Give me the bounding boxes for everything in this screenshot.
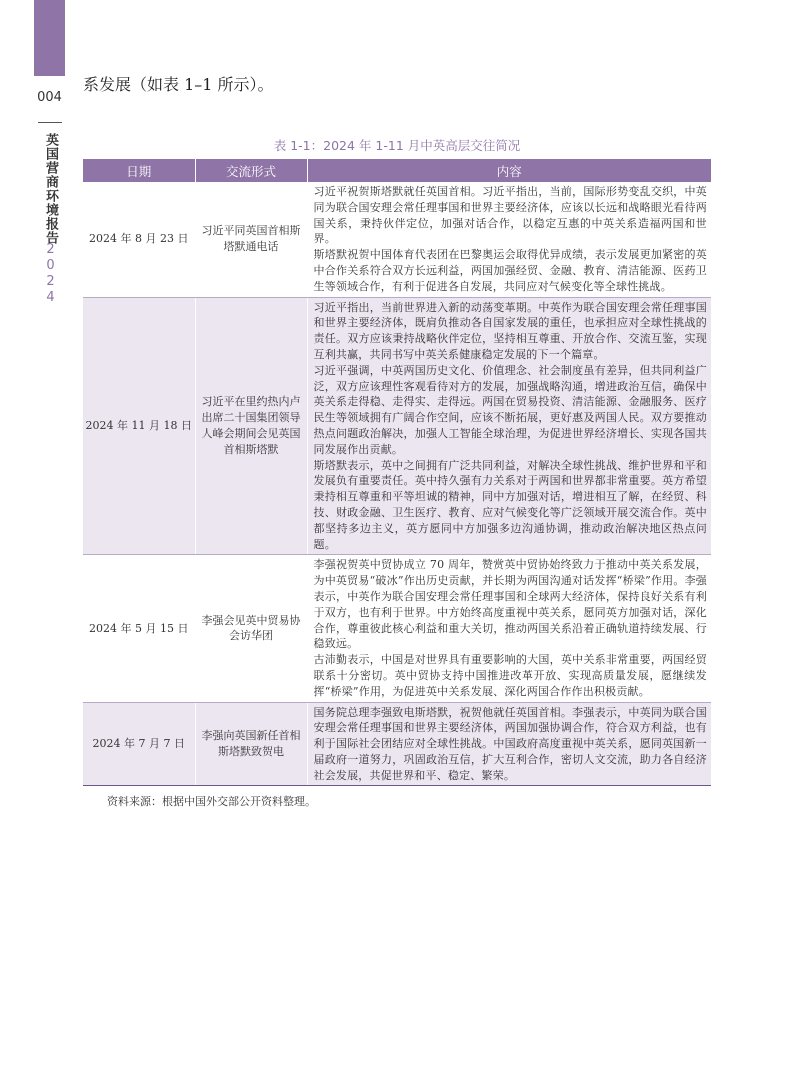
side-divider [38, 122, 62, 123]
chapter-tab [34, 0, 65, 76]
row-form: 习近平在里约热内卢出席二十国集团领导人峰会期间会见英国首相斯塔默 [195, 297, 307, 555]
table-row [83, 702, 711, 786]
row-content [307, 702, 711, 786]
row-date: 2024 年 11 月 18 日 [83, 297, 195, 555]
header-form: 交流形式 [195, 159, 307, 182]
content-paragraph: 习近平指出，当前世界进入新的动荡变革期。中英作为联合国安理会常任理事国和世界主要经济体，既肩负推动各自国家发展的重任，也承担应对全球性挑战的责任。双方应该秉持战略伙伴定位，坚持相互尊重、开放合作、交流互鉴，实现互利共赢，共同书写中英关系健康稳定发展的下一个篇章。 [313, 300, 707, 361]
table-caption: 表 1-1：2024 年 1-11 月中英高层交往简况 [273, 138, 521, 153]
table-row [83, 555, 711, 702]
content-paragraph: 习近平强调，中英两国历史文化、价值理念、社会制度虽有差异，但共同利益广泛，双方应该理性客观看待对方的发展，加强战略沟通，增进政治互信，确保中英关系走得稳、走得实、走得远。两国在贸易投资、清洁能源、金融服务、医疗民生等领域拥有广阔合作空间，应该不断拓展，更好惠及两国人民。双方要推动热点问题政治解决，加强人工智能全球治理，为促进世界经济增长、实现各国共同发展作出贡献。 [313, 363, 707, 456]
table-source-note: 资料来源：根据中国外交部公开资料整理。 [107, 795, 316, 808]
table-row [83, 182, 711, 297]
row-form: 习近平同英国首相斯塔默通电话 [195, 182, 307, 297]
content-paragraph: 李强祝贺英中贸协成立 70 周年，赞赏英中贸协始终致力于推动中英关系发展，为中英贸易“破冰”作出历史贡献，并长期为两国沟通对话发挥“桥梁”作用。李强表示，中英作为联合国安理会常任理事国和全球两大经济体，保持良好关系有利于双方，也有利于世界。中方始终高度重视中英关系，愿同英方加强对话，深化合作，尊重彼此核心利益和重大关切，推动两国关系沿着正确轨道持续发展、行稳致远。 [313, 558, 707, 651]
row-date: 2024 年 5 月 15 日 [83, 555, 195, 702]
side-report-title: 英国营商环境报告 [43, 133, 58, 245]
row-date: 2024 年 8 月 23 日 [83, 182, 195, 297]
content-paragraph: 斯塔默祝贺中国体育代表团在巴黎奥运会取得优异成绩，表示发展更加紧密的英中合作关系符合双方长远利益，两国加强经贸、金融、教育、清洁能源、医药卫生等领域合作，有利于促进各自发展，共同应对气候变化等全球性挑战。 [313, 248, 707, 293]
content-paragraph: 国务院总理李强致电斯塔默，祝贺他就任英国首相。李强表示，中英同为联合国安理会常任理事国和世界主要经济体，两国加强协调合作，符合双方利益，也有利于国际社会团结应对全球性挑战。中国政府高度重视中英关系，愿同英国新一届政府一道努力，巩固政治互信，扩大互利合作，密切人文交流，助力各自经济社会发展，共促世界和平、稳定、繁荣。 [313, 705, 707, 782]
row-content [307, 297, 711, 555]
row-content [307, 182, 711, 297]
header-content: 内容 [307, 159, 711, 182]
content-paragraph: 古沛勤表示，中国是对世界具有重要影响的大国，英中关系非常重要，两国经贸联系十分密切。英中贸协支持中国推进改革开放、实现高质量发展，愿继续发挥“桥梁”作用，为促进英中关系发展、深化两国合作作出积极贡献。 [313, 653, 707, 698]
row-content [307, 555, 711, 702]
page-number: 004 [37, 90, 62, 105]
side-report-year: 2024 [43, 242, 58, 306]
row-form: 李强会见英中贸易协会访华团 [195, 555, 307, 702]
exchanges-table [83, 159, 711, 786]
content-paragraph: 斯塔默表示，英中之间拥有广泛共同利益，对解决全球性挑战、维护世界和平和发展负有重要责任。英中持久强有力关系对于两国和世界都非常重要。英方希望秉持相互尊重和平等坦诚的精神，同中方加强对话，增进相互了解，在经贸、科技、财政金融、卫生医疗、教育、应对气候变化等广泛领域开展交流合作。英中都坚持多边主义，英方愿同中方加强多边沟通协调，推动政治解决地区热点问题。 [313, 458, 707, 551]
intro-text: 系发展（如表 1–1 所示）。 [83, 75, 274, 94]
row-form: 李强向英国新任首相斯塔默致贺电 [195, 702, 307, 786]
table-header-row [83, 159, 711, 182]
header-date: 日期 [83, 159, 195, 182]
row-date: 2024 年 7 月 7 日 [83, 702, 195, 786]
table-row [83, 297, 711, 555]
content-paragraph: 习近平祝贺斯塔默就任英国首相。习近平指出，当前，国际形势变乱交织，中英同为联合国安理会常任理事国和世界主要经济体，应该以长远和战略眼光看待两国关系，秉持伙伴定位，加强对话合作，以稳定互惠的中英关系造福两国和世界。 [313, 185, 707, 246]
